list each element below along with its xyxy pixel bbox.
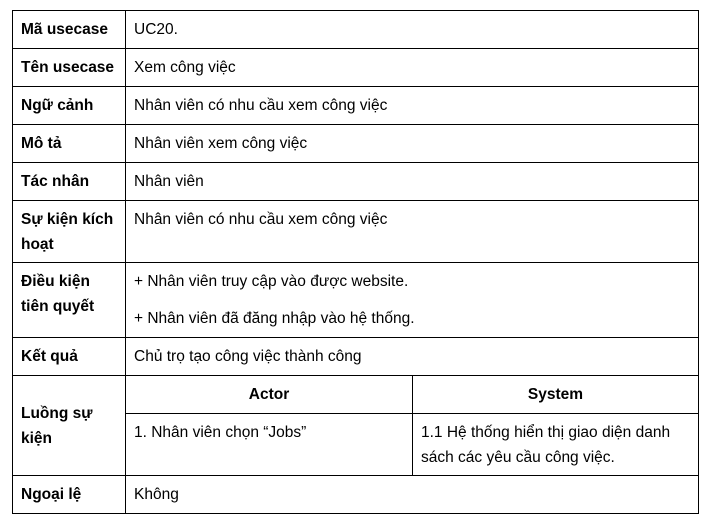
row-trigger (13, 201, 699, 263)
usecase-id-value: UC20. (126, 11, 699, 49)
trigger-label: Sự kiện kích hoạt (13, 201, 126, 263)
row-description (13, 125, 699, 163)
precondition-item: + Nhân viên đã đăng nhập vào hệ thống. (134, 310, 415, 327)
usecase-name-label: Tên usecase (13, 49, 126, 87)
exception-label: Ngoại lệ (13, 476, 126, 514)
usecase-table (12, 10, 699, 514)
flow-label: Luồng sự kiện (13, 376, 126, 476)
precondition-value (126, 263, 699, 338)
usecase-name-value: Xem công việc (126, 49, 699, 87)
row-usecase-name (13, 49, 699, 87)
precondition-label: Điều kiện tiên quyết (13, 263, 126, 338)
usecase-id-label: Mã usecase (13, 11, 126, 49)
description-value: Nhân viên xem công việc (126, 125, 699, 163)
row-flow-header (13, 376, 699, 414)
description-label: Mô tả (13, 125, 126, 163)
row-actor (13, 163, 699, 201)
flow-system-header: System (413, 376, 699, 414)
result-label: Kết quả (13, 338, 126, 376)
trigger-value: Nhân viên có nhu cầu xem công việc (126, 201, 699, 263)
row-context (13, 87, 699, 125)
result-value: Chủ trọ tạo công việc thành công (126, 338, 699, 376)
row-precondition (13, 263, 699, 338)
exception-value: Không (126, 476, 699, 514)
flow-system-step: 1.1 Hệ thống hiển thị giao diện danh sách các yêu cầu công việc. (413, 414, 699, 476)
context-label: Ngữ cảnh (13, 87, 126, 125)
flow-actor-step: 1. Nhân viên chọn “Jobs” (126, 414, 413, 476)
row-result (13, 338, 699, 376)
actor-label: Tác nhân (13, 163, 126, 201)
precondition-item: + Nhân viên truy cập vào được website. (134, 273, 409, 290)
row-usecase-id (13, 11, 699, 49)
flow-actor-header: Actor (126, 376, 413, 414)
actor-value: Nhân viên (126, 163, 699, 201)
row-exception (13, 476, 699, 514)
context-value: Nhân viên có nhu cầu xem công việc (126, 87, 699, 125)
